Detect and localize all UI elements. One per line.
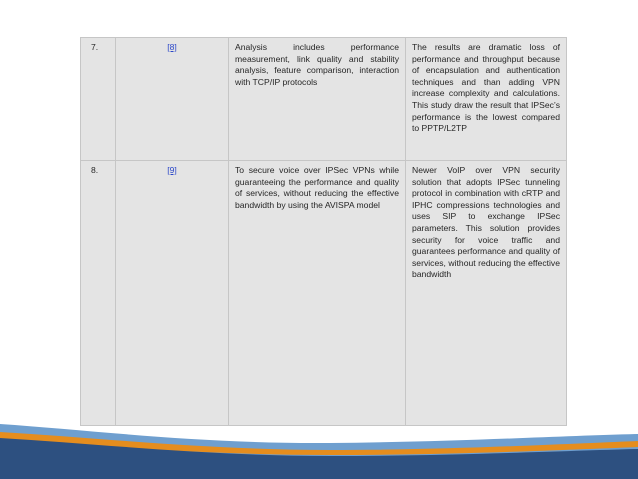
literature-table bbox=[80, 37, 567, 426]
table-row bbox=[81, 161, 567, 426]
reference-cell bbox=[116, 161, 229, 426]
row-number: 7. bbox=[81, 38, 116, 161]
result-cell: Newer VoIP over VPN security solution that adopts IPSec tunneling protocol in combination with cRTP and IPHC compressions technologies and uses SIP to exchange IPSec parameters. This solution provides security for voice traffic and guarantees performance and quality of services, without reducing the effective bandwidth bbox=[406, 161, 567, 426]
row-number: 8. bbox=[81, 161, 116, 426]
reference-link[interactable]: [9] bbox=[167, 165, 177, 175]
objective-cell: To secure voice over IPSec VPNs while guaranteeing the performance and quality of services, without reducing the effective bandwidth by using the AVISPA model bbox=[229, 161, 406, 426]
footer-wave-decoration bbox=[0, 410, 638, 479]
objective-cell: Analysis includes performance measurement, link quality and stability analysis, feature comparison, interaction with TCP/IP protocols bbox=[229, 38, 406, 161]
reference-link[interactable]: [8] bbox=[167, 42, 177, 52]
result-cell: The results are dramatic loss of performance and throughput because of encapsulation and authentication techniques and than adding VPN increase complexity and calculations. This study draw the result that IPSec’s performance is the lowest compared to PPTP/L2TP bbox=[406, 38, 567, 161]
table-row bbox=[81, 38, 567, 161]
reference-cell bbox=[116, 38, 229, 161]
